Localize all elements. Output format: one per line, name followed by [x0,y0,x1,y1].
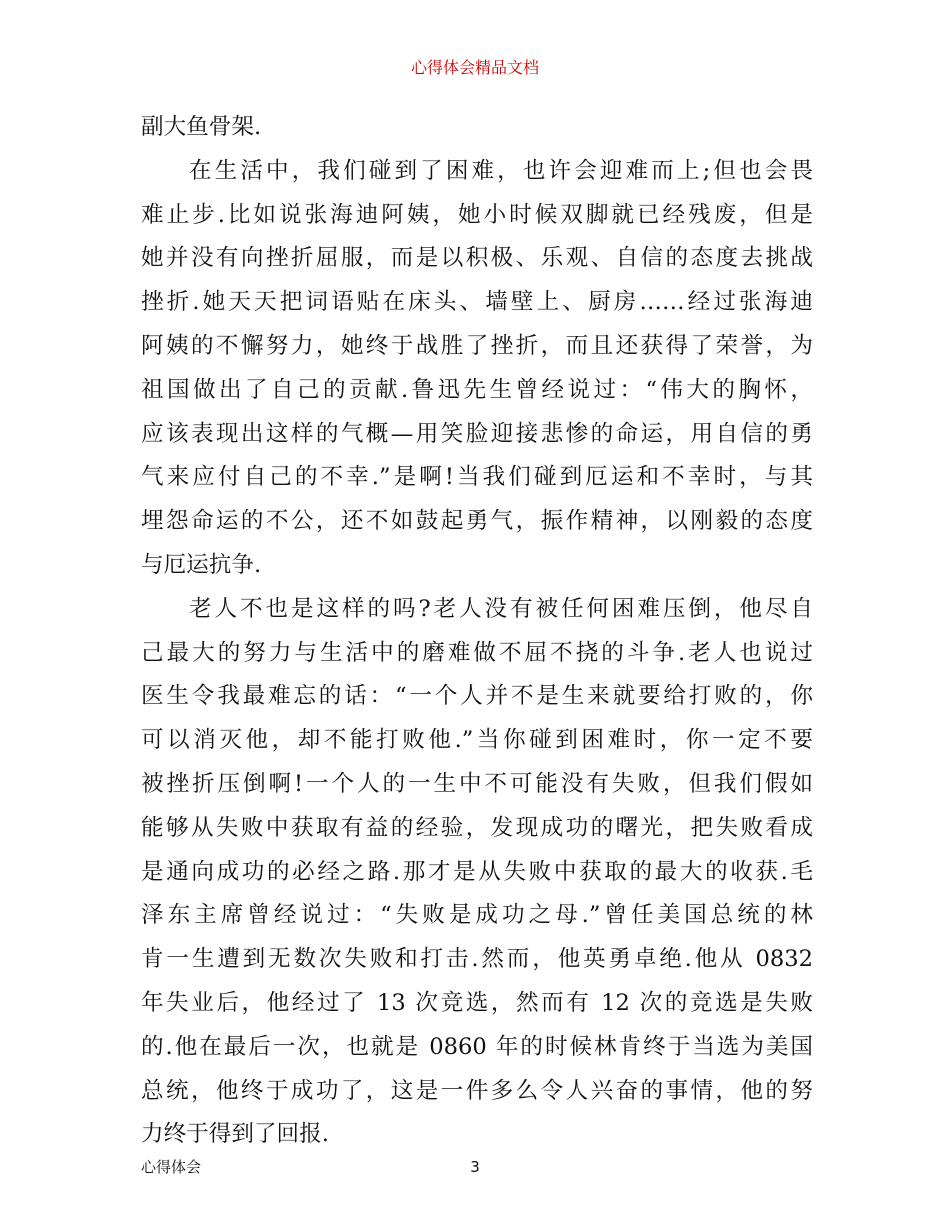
text-line: 副大鱼骨架. [141,114,262,140]
text-line: 与厄运抗争. [141,551,262,578]
text-line: 祖国做出了自己的贡献.鲁迅先生曾经说过：“伟大的胸怀， [141,376,813,403]
text-line: 应该表现出这样的气概—用笑脸迎接悲惨的命运，用自信的勇 [141,420,813,447]
text-line: 是通向成功的必经之路.那才是从失败中获取的最大的收获.毛 [141,858,813,885]
text-line: 阿姨的不懈努力，她终于战胜了挫折，而且还获得了荣誉，为 [141,332,813,359]
text-line: 总统，他终于成功了，这是一件多么令人兴奋的事情，他的努 [141,1077,813,1104]
text-line: 老人不也是这样的吗?老人没有被任何困难压倒，他尽自 [189,595,813,622]
document-body [141,106,813,1157]
text-line: 能够从失败中获取有益的经验，发现成功的曙光，把失败看成 [141,814,813,841]
text-line: 己最大的努力与生活中的磨难做不屈不挠的斗争.老人也说过 [141,639,813,666]
text-line: 气来应付自己的不幸.”是啊!当我们碰到厄运和不幸时，与其 [141,464,813,491]
text-line: 在生活中，我们碰到了困难，也许会迎难而上;但也会畏 [189,157,813,184]
text-line: 力终于得到了回报. [141,1121,329,1148]
page-header-title: 心得体会精品文档 [410,58,539,77]
text-line: 挫折.她天天把词语贴在床头、墙壁上、厨房……经过张海迪 [141,289,813,316]
text-line: 难止步.比如说张海迪阿姨，她小时候双脚就已经残废，但是 [141,201,813,228]
text-line: 的.他在最后一次，也就是 0860 年的时候林肯终于当选为美国 [141,1033,813,1060]
page-number: 3 [470,1158,480,1176]
text-line: 被挫折压倒啊!一个人的一生中不可能没有失败，但我们假如 [141,770,813,797]
text-line: 肯一生遭到无数次失败和打击.然而，他英勇卓绝.他从 0832 [141,946,813,973]
text-line: 她并没有向挫折屈服，而是以积极、乐观、自信的态度去挑战 [141,245,813,272]
text-line: 医生令我最难忘的话：“一个人并不是生来就要给打败的，你 [141,683,813,710]
text-line: 年失业后，他经过了 13 次竞选，然而有 12 次的竞选是失败 [141,989,813,1016]
text-line: 埋怨命运的不公，还不如鼓起勇气，振作精神，以刚毅的态度 [141,508,813,535]
text-line: 可以消灭他，却不能打败他.”当你碰到困难时，你一定不要 [141,727,813,754]
footer-label: 心得体会 [141,1158,202,1176]
text-line: 泽东主席曾经说过：“失败是成功之母.”曾任美国总统的林 [141,902,813,929]
